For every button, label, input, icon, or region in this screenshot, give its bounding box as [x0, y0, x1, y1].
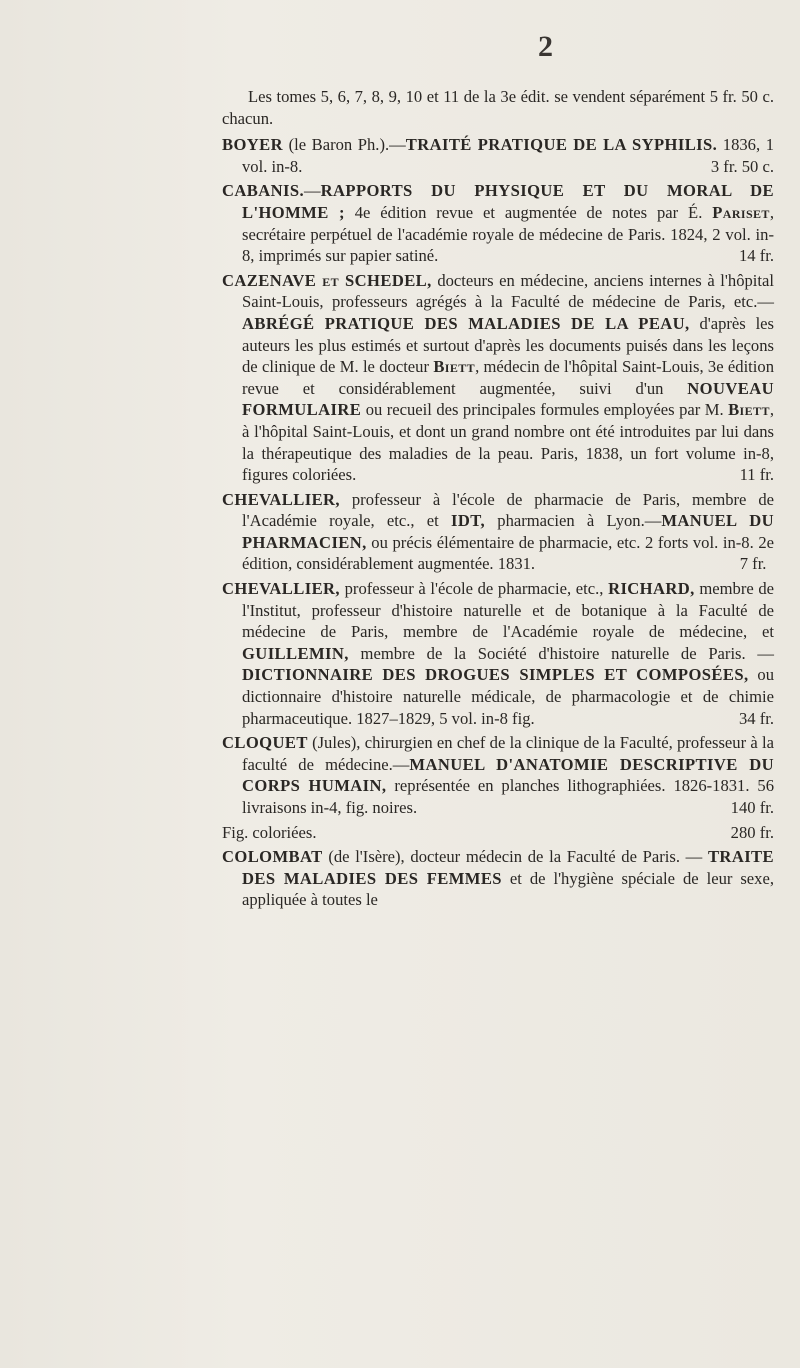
entry-title: TRAITE DES MALADIES DES FEMMES	[242, 847, 774, 888]
entry-details: (Jules), chirurgien en chef de la clinique de la Faculté, professeur à la faculté de médecine.—	[242, 733, 774, 774]
entry-cazenave	[222, 270, 774, 486]
entry-title: RAPPORTS DU PHYSIQUE ET DU MORAL DE L'HOMME ;	[242, 181, 774, 222]
entry-details: professeur à l'école de pharmacie, etc.,	[339, 579, 609, 599]
entry-price: 3 fr. 50 c.	[710, 156, 774, 176]
entry-author-extra: (le Baron Ph.).—	[283, 135, 406, 155]
page-number: 2	[538, 30, 553, 63]
entry-chevallier-idt	[222, 489, 774, 575]
entry-author: CHEVALLIER,	[222, 579, 340, 599]
entry-details: professeur à l'école de pharmacie de Paris, membre de l'Académie royale, etc., et	[242, 489, 774, 531]
entry-author-extra: —	[304, 181, 321, 201]
entry-price: 14 fr.	[738, 246, 774, 266]
entry-author: BOYER	[222, 135, 284, 155]
entry-title: DICTIONNAIRE DES DROGUES SIMPLES ET COMPOSÉES,	[242, 665, 749, 685]
entry-details: membre de la Société d'histoire naturelle de Paris. —	[348, 643, 774, 663]
entry-details: membre de l'Institut, professeur d'histoire naturelle et de botanique à la Faculté de médecine de Paris, membre de l'Académie royale de médecine, et	[242, 579, 775, 642]
entry-title: MANUEL DU PHARMACIEN,	[242, 511, 774, 552]
entry-chevallier-richard	[222, 578, 774, 729]
entry-details: , secrétaire perpétuel de l'académie royale de médecine de Paris. 1824, 2 vol. in-8, imprimés sur papier satiné.	[242, 202, 774, 266]
entry-cabanis	[222, 180, 774, 266]
entry-details: représentée en planches lithographiées. 1826-1831. 56 livraisons in-4, fig. noires.	[242, 776, 774, 817]
entry-boyer	[222, 134, 774, 177]
entry-details: , à l'hôpital Saint-Louis, et dont un grand nombre ont été introduites par lui dans la thérapeutique des maladies de la peau. Paris, 1838, un fort volume in-8, figures coloriées.	[242, 400, 774, 485]
entry-details: d'après les auteurs les plus estimés et surtout d'après les documents puisés dans les leçons de clinique de M. le docteur	[242, 313, 775, 377]
entry-details: Fig. coloriées.	[222, 822, 317, 842]
entry-author: CLOQUET	[222, 733, 308, 753]
entry-person-name: Biett	[728, 400, 770, 420]
entry-price: 11 fr.	[739, 465, 774, 485]
entry-title: ABRÉGÉ PRATIQUE DES MALADIES DE LA PEAU,	[242, 313, 690, 333]
entry-author: CABANIS.	[222, 181, 305, 201]
entry-details: , médecin de l'hôpital Saint-Louis, 3e édition revue et considérablement augmentée, suivi d'un	[242, 357, 774, 398]
entry-author: COLOMBAT	[222, 847, 323, 867]
entry-price: 140 fr.	[730, 798, 774, 817]
entry-details: ou dictionnaire d'histoire naturelle médicale, de pharmacologie et de chimie pharmaceutique. 1827–1829, 5 vol. in-8 fig.	[242, 665, 774, 728]
entry-coauthor: RICHARD,	[608, 579, 695, 599]
entry-details: 4e édition revue et augmentée de notes par É.	[344, 202, 713, 222]
entry-price: 7 fr.	[739, 554, 767, 574]
entry-details: ou précis élémentaire de pharmacie, etc. 2 forts vol. in-8. 2e édition, considérablement augmentée. 1831.	[242, 532, 774, 574]
entry-price: 34 fr.	[738, 708, 774, 728]
entry-details: (de l'Isère), docteur médecin de la Faculté de Paris. —	[322, 847, 708, 867]
entry-details: et de l'hygiène spéciale de leur sexe, appliquée à toutes le	[242, 868, 774, 910]
entry-coauthor: GUILLEMIN,	[242, 643, 349, 663]
entry-details: 1836, 1 vol. in-8.	[242, 135, 774, 176]
intro-paragraph: Les tomes 5, 6, 7, 8, 9, 10 et 11 de la 3e édit. se vendent séparément 5 fr. 50 c. chacun.	[222, 87, 774, 128]
entry-coauthor: IDT,	[451, 511, 486, 531]
entry-details: ou recueil des principales formules employées par M.	[361, 400, 729, 420]
entry-title: MANUEL D'ANATOMIE DESCRIPTIVE DU CORPS HUMAIN,	[242, 754, 774, 796]
entry-cloquet	[222, 732, 774, 818]
entry-colombat	[222, 846, 774, 911]
entry-person-name: Pariset	[712, 202, 770, 222]
entry-details: docteurs en médecine, anciens internes à l'hôpital Saint-Louis, professeurs agrégés à la Faculté de médecine de Paris, etc.—	[242, 270, 774, 312]
entry-title: TRAITÉ PRATIQUE DE LA SYPHILIS.	[405, 135, 718, 155]
entry-cloquet-colored	[222, 822, 774, 844]
entry-author: CHEVALLIER,	[222, 489, 340, 509]
text-column	[222, 86, 774, 914]
entry-price: 280 fr.	[730, 822, 774, 842]
entry-subtitle: NOUVEAU FORMULAIRE	[242, 378, 774, 420]
entry-person-name: Biett	[433, 357, 476, 377]
entry-details: pharmacien à Lyon.—	[485, 511, 662, 531]
entry-author: CAZENAVE et SCHEDEL,	[222, 270, 432, 290]
